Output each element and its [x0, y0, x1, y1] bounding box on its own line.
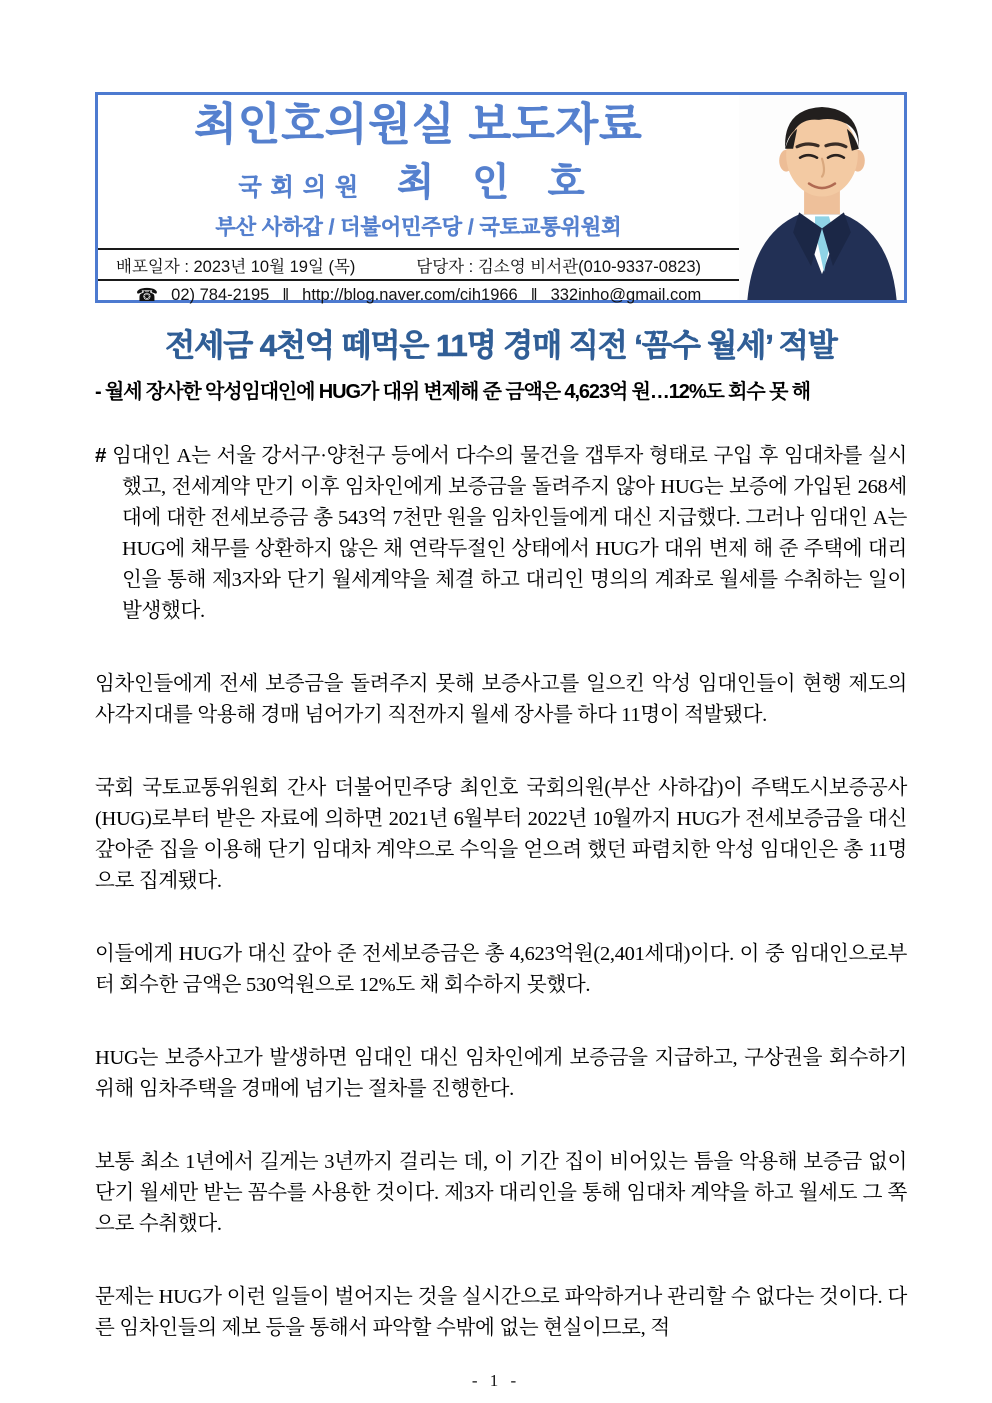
- paragraph: 문제는 HUG가 이런 일들이 벌어지는 것을 실시간으로 파악하거나 관리할 수 없다는 것이다. 다른 임차인들의 제보 등을 통해서 파악할 수밖에 없는 현실이므로, 적: [95, 1285, 907, 1339]
- phone-number: 02) 784-2195: [171, 286, 270, 305]
- article-body: [95, 328, 907, 1386]
- paragraph: 보통 최소 1년에서 길게는 3년까지 걸리는 데, 이 기간 집이 비어있는 틈을 악용해 보증금 없이 단기 월세만 받는 꼼수를 사용한 것이다. 제3자 대리인을 통해 임대차 계약을 하고 월세도 그 쪽으로 수취했다.: [95, 1150, 907, 1235]
- paragraph: 임차인들에게 전세 보증금을 돌려주지 못해 보증사고를 일으킨 악성 임대인들이 현행 제도의 사각지대를 악용해 경매 넘어가기 직전까지 월세 장사를 하다 11명이 적발됐다.: [95, 672, 907, 726]
- case-example-paragraph: [95, 440, 907, 627]
- blog-url: http://blog.naver.com/cih1966: [302, 286, 518, 305]
- case-marker: #: [95, 443, 107, 467]
- phone-icon: ☎: [135, 285, 159, 306]
- portrait-illustration: [739, 95, 904, 300]
- contact-person: 담당자 : 김소영 비서관(010-9337-0823): [416, 257, 701, 276]
- paragraph: 국회 국토교통위원회 간사 더불어민주당 최인호 국회의원(부산 사하갑)이 주택도시보증공사(HUG)로부터 받은 자료에 의하면 2021년 6월부터 2022년 10월까지 HUG가 전세보증금을 대신 갚아준 집을 이용해 단기 임대차 계약으로 수익을 얻으려 했던 파렴치한 악성 임대인은 총 11명으로 집계됐다.: [95, 776, 907, 892]
- press-release-header: [95, 92, 907, 306]
- divider-bar: ‖: [530, 286, 538, 305]
- member-affiliation: 부산 사하갑 / 더불어민주당 / 국토교통위원회: [215, 216, 622, 240]
- article-paragraphs: [95, 440, 907, 1344]
- release-date: 배포일자 : 2023년 10월 19일 (목): [116, 257, 356, 276]
- member-photo: [739, 95, 904, 300]
- member-name: 최 인 호: [397, 162, 599, 205]
- member-role: 국회의원: [238, 174, 368, 202]
- article-headline: 전세금 4천억 떼먹은 11명 경매 직전 ‘꼼수 월세’ 적발: [165, 328, 837, 363]
- member-line: [98, 151, 739, 206]
- release-info-row: [98, 248, 739, 279]
- org-title: 최인호의원실 보도자료: [194, 100, 643, 149]
- page-number: - 1 -: [471, 1371, 521, 1390]
- contact-info-row: [98, 279, 739, 310]
- case-text: 임대인 A는 서울 강서구·양천구 등에서 다수의 물건을 갭투자 형태로 구입 후 임대차를 실시했고, 전세계약 만기 이후 임차인에게 보증금을 돌려주지 않아 HUG는 보증에 가입된 268세대에 대한 전세보증금 총 543억 7천만 원을 임차인들에게 대신 지급했다. 그러나 임대인 A는 HUG에 채무를 상환하지 않은 채 연락두절인 상태에서 HUG가 대위 변제 해 준 주택에 대리인을 통해 제3자와 단기 월세계약을 체결 하고 대리인 명의의 계좌로 월세를 수취하는 일이 발생했다.: [112, 444, 907, 622]
- paragraph: 이들에게 HUG가 대신 갚아 준 전세보증금은 총 4,623억원(2,401세대)이다. 이 중 임대인으로부터 회수한 금액은 530억원으로 12%도 채 회수하지 못했다.: [95, 942, 907, 996]
- email-address: 332inho@gmail.com: [550, 286, 702, 305]
- divider-bar: ‖: [282, 286, 290, 305]
- paragraph: HUG는 보증사고가 발생하면 임대인 대신 임차인에게 보증금을 지급하고, 구상권을 회수하기 위해 임차주택을 경매에 넘기는 절차를 진행한다.: [95, 1046, 907, 1100]
- header-text-block: [98, 95, 739, 306]
- article-subheadline: - 월세 장사한 악성임대인에 HUG가 대위 변제해 준 금액은 4,623억 원…12%도 회수 못 해: [95, 380, 810, 403]
